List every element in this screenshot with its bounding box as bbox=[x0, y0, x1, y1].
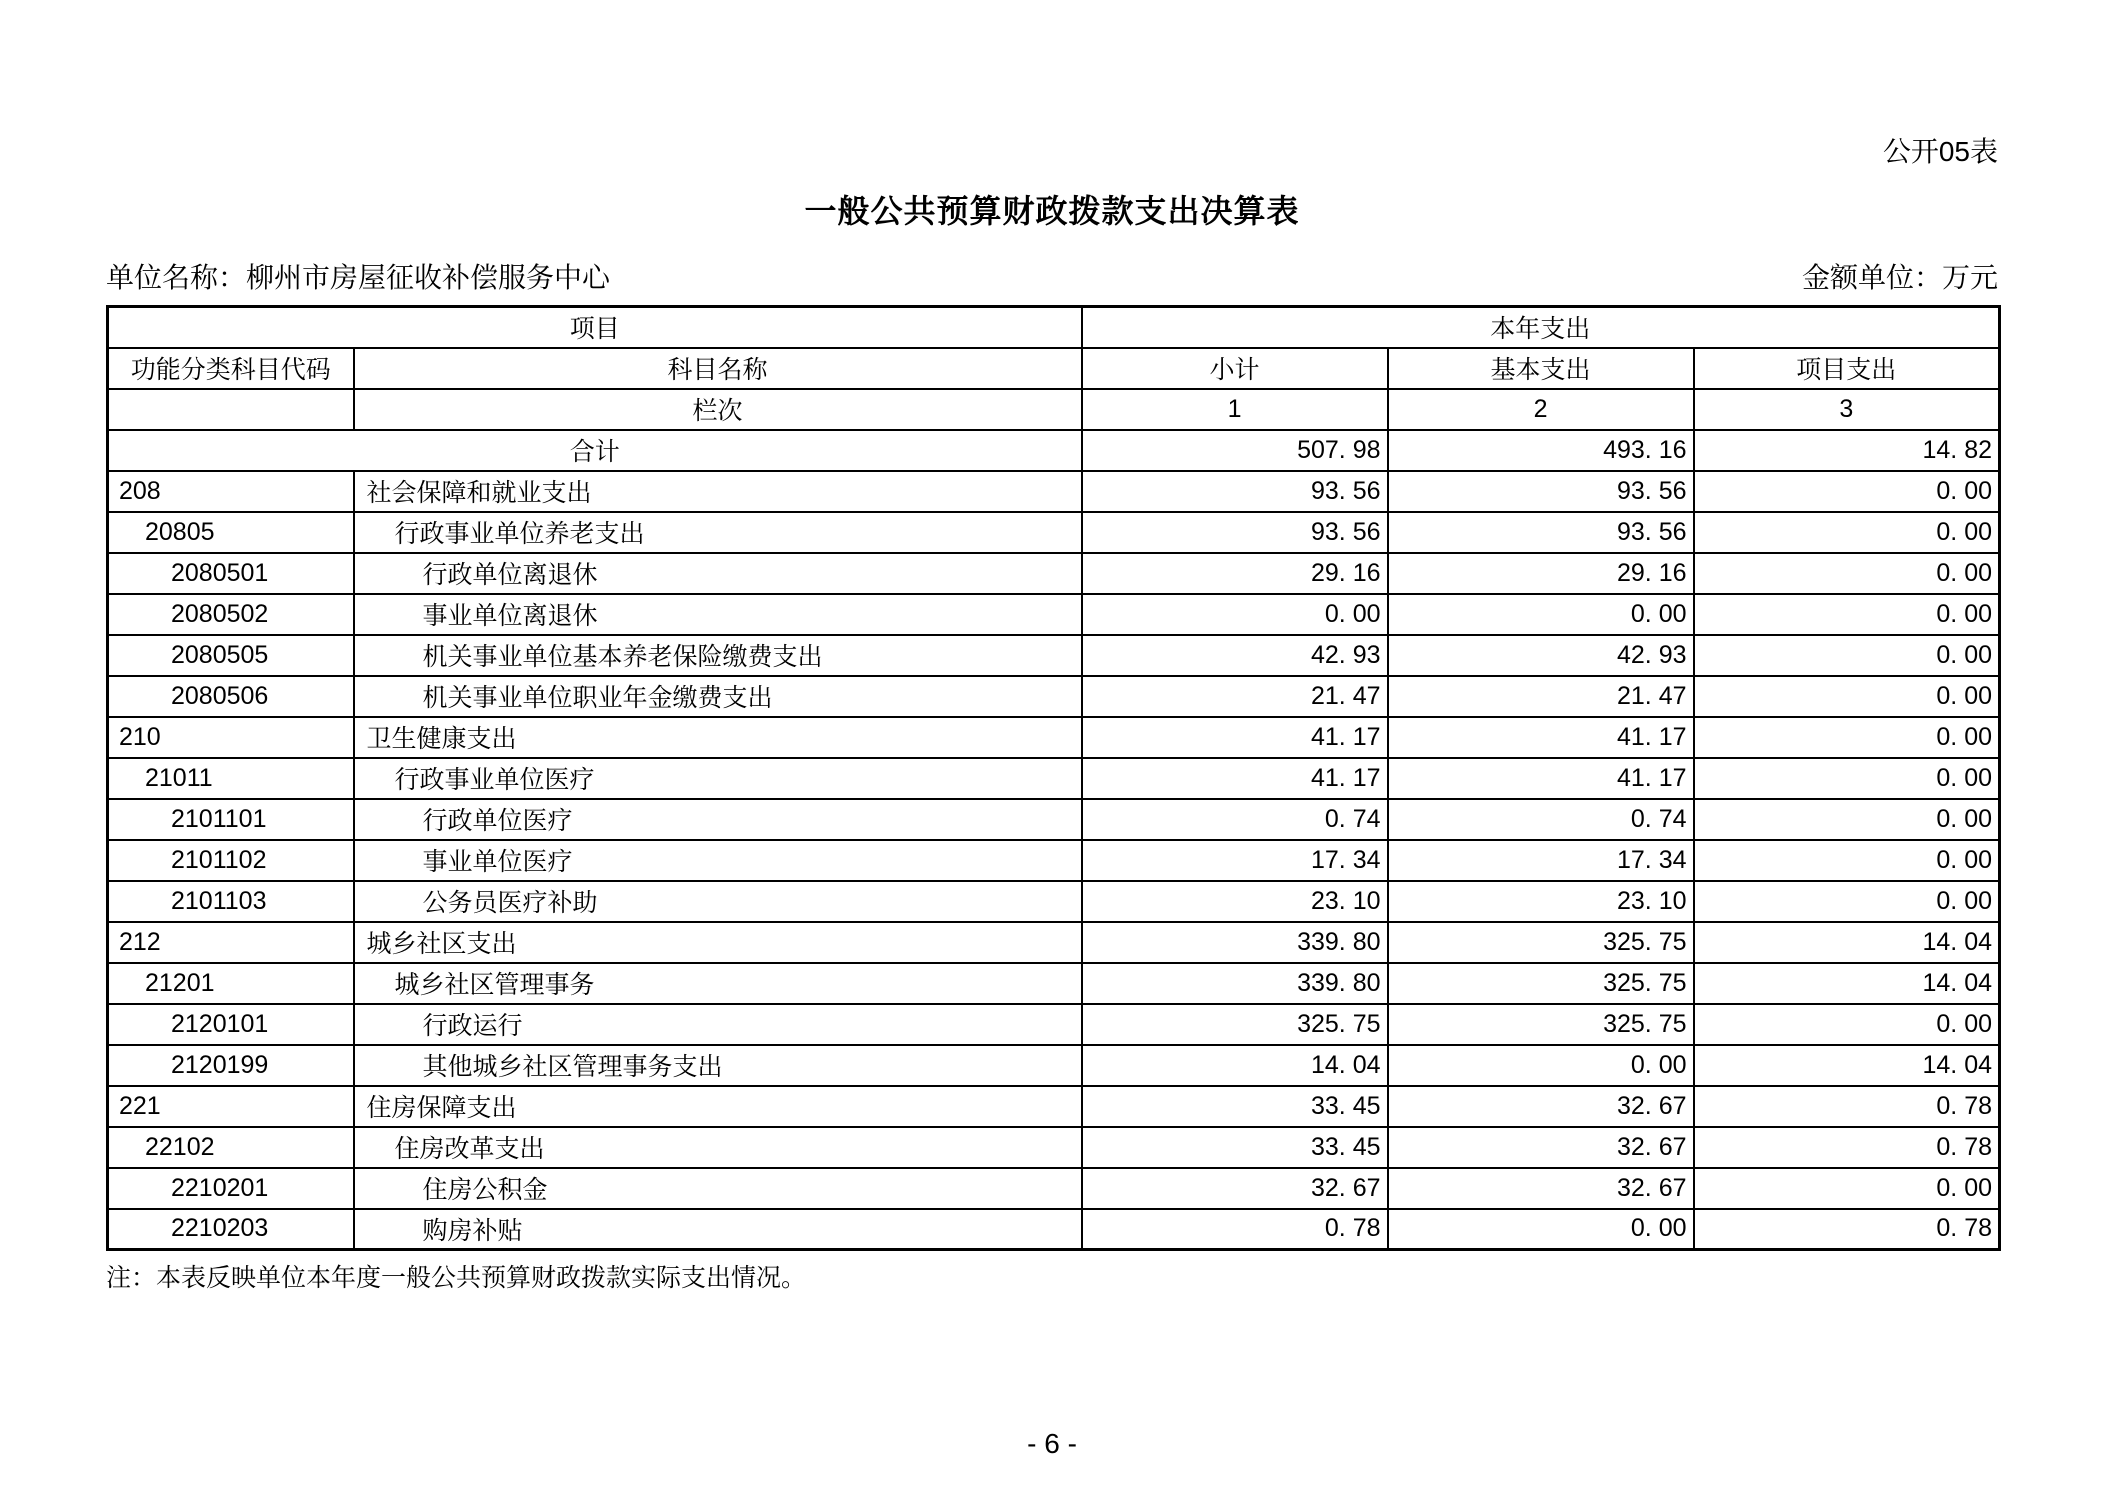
table-row bbox=[108, 758, 2000, 799]
subject-name-cell: 其他城乡社区管理事务支出 bbox=[354, 1045, 1082, 1086]
basic-expense-cell: 0. 00 bbox=[1388, 594, 1694, 635]
subtotal-cell: 33. 45 bbox=[1082, 1127, 1388, 1168]
subject-name-cell: 公务员医疗补助 bbox=[354, 881, 1082, 922]
table-row bbox=[108, 1045, 2000, 1086]
subject-name-cell: 城乡社区管理事务 bbox=[354, 963, 1082, 1004]
subject-name-cell: 社会保障和就业支出 bbox=[354, 471, 1082, 512]
basic-expense-cell: 42. 93 bbox=[1388, 635, 1694, 676]
subtotal-cell: 93. 56 bbox=[1082, 512, 1388, 553]
table-row bbox=[108, 922, 2000, 963]
subtotal-cell: 23. 10 bbox=[1082, 881, 1388, 922]
header-column-row-label: 栏次 bbox=[354, 389, 1082, 430]
subtotal-cell: 0. 00 bbox=[1082, 594, 1388, 635]
code-cell: 20805 bbox=[108, 512, 354, 553]
subtotal-cell: 507. 98 bbox=[1082, 430, 1388, 471]
subtotal-cell: 0. 78 bbox=[1082, 1209, 1388, 1250]
page-title: 一般公共预算财政拨款支出决算表 bbox=[804, 193, 1300, 229]
table-row bbox=[108, 717, 2000, 758]
subject-name-cell: 住房公积金 bbox=[354, 1168, 1082, 1209]
code-cell: 2080502 bbox=[108, 594, 354, 635]
page-number: - 6 - bbox=[1027, 1428, 1077, 1459]
basic-expense-cell: 0. 00 bbox=[1388, 1209, 1694, 1250]
basic-expense-cell: 493. 16 bbox=[1388, 430, 1694, 471]
code-cell: 2101103 bbox=[108, 881, 354, 922]
expenditure-table bbox=[106, 305, 2001, 1251]
basic-expense-cell: 325. 75 bbox=[1388, 1004, 1694, 1045]
subtotal-cell: 33. 45 bbox=[1082, 1086, 1388, 1127]
info-line bbox=[106, 256, 1998, 296]
subtotal-cell: 14. 04 bbox=[1082, 1045, 1388, 1086]
table-body bbox=[108, 430, 2000, 1250]
table-row bbox=[108, 840, 2000, 881]
header-row-columns bbox=[108, 348, 2000, 389]
basic-expense-cell: 32. 67 bbox=[1388, 1168, 1694, 1209]
header-column-number-1: 1 bbox=[1082, 389, 1388, 430]
table-row bbox=[108, 635, 2000, 676]
project-expense-cell: 0. 00 bbox=[1694, 881, 2000, 922]
table-row bbox=[108, 1168, 2000, 1209]
subtotal-cell: 339. 80 bbox=[1082, 922, 1388, 963]
total-label-cell: 合计 bbox=[108, 430, 1082, 471]
table-row bbox=[108, 676, 2000, 717]
header-function-code: 功能分类科目代码 bbox=[108, 348, 354, 389]
subject-name-cell: 事业单位离退休 bbox=[354, 594, 1082, 635]
subject-name-cell: 住房保障支出 bbox=[354, 1086, 1082, 1127]
header-project-expense: 项目支出 bbox=[1694, 348, 2000, 389]
table-row bbox=[108, 963, 2000, 1004]
basic-expense-cell: 93. 56 bbox=[1388, 471, 1694, 512]
project-expense-cell: 0. 00 bbox=[1694, 512, 2000, 553]
project-expense-cell: 0. 00 bbox=[1694, 758, 2000, 799]
subtotal-cell: 42. 93 bbox=[1082, 635, 1388, 676]
code-cell: 2101101 bbox=[108, 799, 354, 840]
project-expense-cell: 0. 00 bbox=[1694, 840, 2000, 881]
project-expense-cell: 0. 78 bbox=[1694, 1127, 2000, 1168]
header-subject-name: 科目名称 bbox=[354, 348, 1082, 389]
subtotal-cell: 41. 17 bbox=[1082, 717, 1388, 758]
table-header bbox=[108, 307, 2000, 430]
subject-name-cell: 行政事业单位养老支出 bbox=[354, 512, 1082, 553]
code-cell: 2210201 bbox=[108, 1168, 354, 1209]
header-basic-expense: 基本支出 bbox=[1388, 348, 1694, 389]
subject-name-cell: 卫生健康支出 bbox=[354, 717, 1082, 758]
basic-expense-cell: 32. 67 bbox=[1388, 1127, 1694, 1168]
table-row bbox=[108, 881, 2000, 922]
project-expense-cell: 0. 00 bbox=[1694, 717, 2000, 758]
project-expense-cell: 14. 04 bbox=[1694, 922, 2000, 963]
total-row bbox=[108, 430, 2000, 471]
table-row bbox=[108, 512, 2000, 553]
code-cell: 2080505 bbox=[108, 635, 354, 676]
header-column-number-2: 2 bbox=[1388, 389, 1694, 430]
subject-name-cell: 机关事业单位职业年金缴费支出 bbox=[354, 676, 1082, 717]
subject-name-cell: 行政运行 bbox=[354, 1004, 1082, 1045]
table-row bbox=[108, 594, 2000, 635]
project-expense-cell: 0. 00 bbox=[1694, 594, 2000, 635]
basic-expense-cell: 23. 10 bbox=[1388, 881, 1694, 922]
header-column-number-3: 3 bbox=[1694, 389, 2000, 430]
code-cell: 2080506 bbox=[108, 676, 354, 717]
subject-name-cell: 行政单位离退休 bbox=[354, 553, 1082, 594]
table-row bbox=[108, 1127, 2000, 1168]
basic-expense-cell: 41. 17 bbox=[1388, 717, 1694, 758]
subtotal-cell: 93. 56 bbox=[1082, 471, 1388, 512]
basic-expense-cell: 32. 67 bbox=[1388, 1086, 1694, 1127]
code-cell: 22102 bbox=[108, 1127, 354, 1168]
project-expense-cell: 0. 00 bbox=[1694, 553, 2000, 594]
subtotal-cell: 32. 67 bbox=[1082, 1168, 1388, 1209]
table-row bbox=[108, 553, 2000, 594]
subject-name-cell: 购房补贴 bbox=[354, 1209, 1082, 1250]
header-subtotal: 小计 bbox=[1082, 348, 1388, 389]
project-expense-cell: 14. 04 bbox=[1694, 1045, 2000, 1086]
amount-unit-label: 金额单位：万元 bbox=[1801, 262, 1998, 293]
basic-expense-cell: 0. 00 bbox=[1388, 1045, 1694, 1086]
project-expense-cell: 14. 82 bbox=[1694, 430, 2000, 471]
table-row bbox=[108, 1209, 2000, 1250]
code-cell: 2120101 bbox=[108, 1004, 354, 1045]
project-expense-cell: 0. 00 bbox=[1694, 799, 2000, 840]
code-cell: 21201 bbox=[108, 963, 354, 1004]
basic-expense-cell: 325. 75 bbox=[1388, 922, 1694, 963]
code-cell: 212 bbox=[108, 922, 354, 963]
header-project: 项目 bbox=[108, 307, 1082, 348]
basic-expense-cell: 41. 17 bbox=[1388, 758, 1694, 799]
header-row-numbers bbox=[108, 389, 2000, 430]
subject-name-cell: 住房改革支出 bbox=[354, 1127, 1082, 1168]
code-cell: 210 bbox=[108, 717, 354, 758]
code-cell: 221 bbox=[108, 1086, 354, 1127]
code-cell: 2120199 bbox=[108, 1045, 354, 1086]
subtotal-cell: 41. 17 bbox=[1082, 758, 1388, 799]
subject-name-cell: 城乡社区支出 bbox=[354, 922, 1082, 963]
subject-name-cell: 行政事业单位医疗 bbox=[354, 758, 1082, 799]
subtotal-cell: 17. 34 bbox=[1082, 840, 1388, 881]
subtotal-cell: 0. 74 bbox=[1082, 799, 1388, 840]
unit-name-label: 单位名称：柳州市房屋征收补偿服务中心 bbox=[106, 262, 611, 293]
sheet-label: 公开05表 bbox=[1882, 136, 1998, 167]
subject-name-cell: 机关事业单位基本养老保险缴费支出 bbox=[354, 635, 1082, 676]
basic-expense-cell: 93. 56 bbox=[1388, 512, 1694, 553]
subtotal-cell: 339. 80 bbox=[1082, 963, 1388, 1004]
project-expense-cell: 14. 04 bbox=[1694, 963, 2000, 1004]
project-expense-cell: 0. 78 bbox=[1694, 1086, 2000, 1127]
subtotal-cell: 325. 75 bbox=[1082, 1004, 1388, 1045]
code-cell: 208 bbox=[108, 471, 354, 512]
basic-expense-cell: 29. 16 bbox=[1388, 553, 1694, 594]
footnote: 注：本表反映单位本年度一般公共预算财政拨款实际支出情况。 bbox=[106, 1264, 807, 1292]
basic-expense-cell: 17. 34 bbox=[1388, 840, 1694, 881]
basic-expense-cell: 0. 74 bbox=[1388, 799, 1694, 840]
project-expense-cell: 0. 78 bbox=[1694, 1209, 2000, 1250]
code-cell: 2080501 bbox=[108, 553, 354, 594]
header-row-groups bbox=[108, 307, 2000, 348]
code-cell: 2101102 bbox=[108, 840, 354, 881]
subject-name-cell: 事业单位医疗 bbox=[354, 840, 1082, 881]
subtotal-cell: 21. 47 bbox=[1082, 676, 1388, 717]
code-cell: 21011 bbox=[108, 758, 354, 799]
basic-expense-cell: 325. 75 bbox=[1388, 963, 1694, 1004]
subtotal-cell: 29. 16 bbox=[1082, 553, 1388, 594]
project-expense-cell: 0. 00 bbox=[1694, 635, 2000, 676]
header-current-year-expense: 本年支出 bbox=[1082, 307, 2000, 348]
header-empty-cell bbox=[108, 389, 354, 430]
project-expense-cell: 0. 00 bbox=[1694, 676, 2000, 717]
code-cell: 2210203 bbox=[108, 1209, 354, 1250]
table-row bbox=[108, 471, 2000, 512]
table-row bbox=[108, 1004, 2000, 1045]
subject-name-cell: 行政单位医疗 bbox=[354, 799, 1082, 840]
project-expense-cell: 0. 00 bbox=[1694, 471, 2000, 512]
table-row bbox=[108, 799, 2000, 840]
basic-expense-cell: 21. 47 bbox=[1388, 676, 1694, 717]
project-expense-cell: 0. 00 bbox=[1694, 1004, 2000, 1045]
table-row bbox=[108, 1086, 2000, 1127]
project-expense-cell: 0. 00 bbox=[1694, 1168, 2000, 1209]
